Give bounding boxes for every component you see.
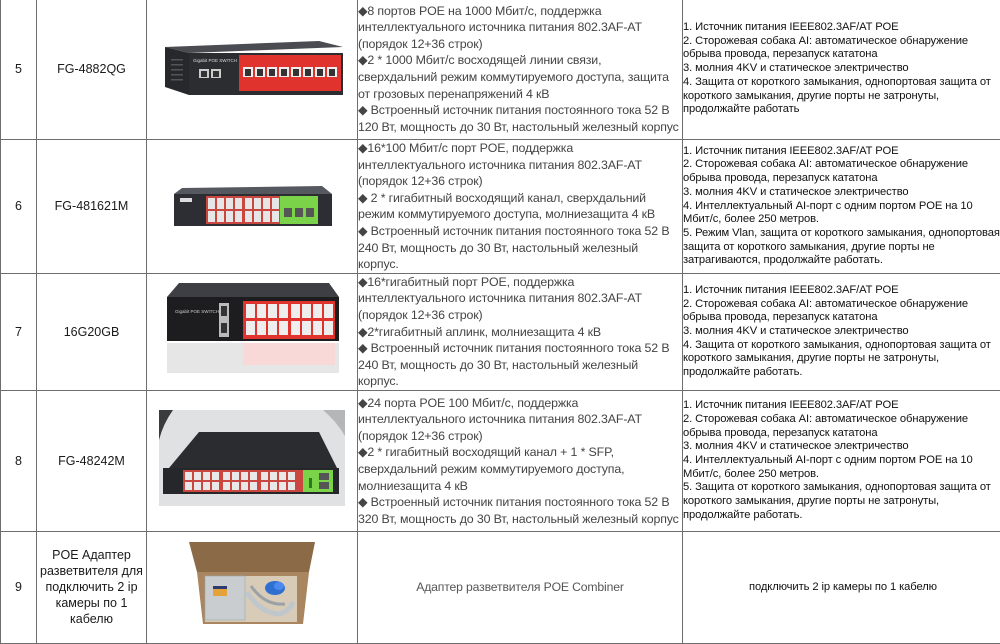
features-cell xyxy=(358,140,683,274)
protection-cell xyxy=(683,0,1000,140)
table-row xyxy=(1,390,1000,531)
table-row xyxy=(1,273,1000,390)
protection-line: 2. Сторожевая собака AI: автоматическое обнаружение обрыва провода, перезапуск кататона xyxy=(683,413,1000,440)
features-cell xyxy=(358,0,683,140)
protection-line: 4. Интеллектуальный AI-порт с одним портом POE на 10 Мбит/с, более 250 метров. xyxy=(683,454,1000,481)
protection-line: 4. Интеллектуальный AI-порт с одним портом POE на 10 Мбит/с, более 250 метров. xyxy=(683,200,1000,227)
protection-cell: подключить 2 ip камеры по 1 кабелю xyxy=(683,531,1000,643)
protection-line: 1. Источник питания IEEE802.3AF/AT POE xyxy=(683,21,1000,35)
model-name: FG-481621M xyxy=(37,140,147,274)
protection-line: 1. Источник питания IEEE802.3AF/AT POE xyxy=(683,284,1000,298)
model-name: FG-48242M xyxy=(37,390,147,531)
protection-cell xyxy=(683,390,1000,531)
table-row xyxy=(1,0,1000,140)
features-cell xyxy=(358,273,683,390)
feature-line: ◆ Встроенный источник питания постоянного тока 52 В 240 Вт, мощность до 30 Вт, настольный железный корпус. xyxy=(358,340,682,390)
protection-line: 1. Источник питания IEEE802.3AF/AT POE xyxy=(683,145,1000,159)
feature-line: ◆ Встроенный источник питания постоянного тока 52 В 120 Вт, мощность до 30 Вт, настольный железный корпус xyxy=(358,102,682,135)
poe-switch-16port-gigabit-icon xyxy=(165,281,339,377)
product-image-cell xyxy=(147,140,358,274)
model-name: FG-4882QG xyxy=(37,0,147,140)
protection-line: 3. молния 4KV и статическое электричество xyxy=(683,325,1000,339)
protection-line: 5. Режим Vlan, защита от короткого замыкания, однопортовая защита от короткого замыкания, другие порты не затрагиваются, продолжайте работать. xyxy=(683,227,1000,268)
protection-line: 1. Источник питания IEEE802.3AF/AT POE xyxy=(683,399,1000,413)
protection-line: 5. Защита от короткого замыкания, однопортовая защита от короткого замыкания, другие порты не затронуты, продолжайте работать. xyxy=(683,481,1000,522)
feature-line: ◆2 * 1000 Мбит/с восходящей линии связи, сверхдальний режим коммутируемого доступа, защита от грозовых перенапряжений 4 кВ xyxy=(358,52,682,102)
model-name: 16G20GB xyxy=(37,273,147,390)
table-row xyxy=(1,140,1000,274)
product-image-cell xyxy=(147,0,358,140)
feature-line: ◆8 портов POE на 1000 Мбит/с, поддержка интеллектуального источника питания 802.3AF-AT (порядок 12+36 строк) xyxy=(358,3,682,53)
poe-switch-16port-green-uplink-icon xyxy=(172,180,332,228)
feature-line: ◆16*100 Мбит/с порт POE, поддержка интеллектуального источника питания 802.3AF-AT (порядок 12+36 строк) xyxy=(358,140,682,190)
feature-line: ◆ 2 * гигабитный восходящий канал, сверхдальний режим коммутируемого доступа, молниезащита 4 кВ xyxy=(358,190,682,223)
protection-line: 4. Защита от короткого замыкания, однопортовая защита от короткого замыкания, другие порты не затронуты, продолжайте работать xyxy=(683,76,1000,117)
row-number: 8 xyxy=(1,390,37,531)
protection-line: 2. Сторожевая собака AI: автоматическое обнаружение обрыва провода, перезапуск кататона xyxy=(683,158,1000,185)
svg-text:Gigabit POE SWITCH: Gigabit POE SWITCH xyxy=(193,58,237,63)
product-image-cell xyxy=(147,390,358,531)
feature-line: ◆ Встроенный источник питания постоянного тока 52 В 320 Вт, мощность до 30 Вт, настольный железный корпус xyxy=(358,494,682,527)
protection-line: 2. Сторожевая собака AI: автоматическое обнаружение обрыва провода, перезапуск кататона xyxy=(683,298,1000,325)
features-cell xyxy=(358,390,683,531)
feature-line: ◆16*гигабитный порт POE, поддержка интеллектуального источника питания 802.3AF-AT (порядок 12+36 строк) xyxy=(358,274,682,324)
feature-line: ◆2*гигабитный аплинк, молниезащита 4 кВ xyxy=(358,324,682,341)
row-number: 7 xyxy=(1,273,37,390)
protection-line: 3. молния 4KV и статическое электричество xyxy=(683,62,1000,76)
model-name: POE Адаптер разветвителя для подключить 2 ip камеры по 1 кабелю xyxy=(37,531,147,643)
poe-switch-24port-photo-icon xyxy=(159,410,345,506)
poe-combiner-box-icon xyxy=(189,542,315,628)
row-number: 6 xyxy=(1,140,37,274)
product-image-cell xyxy=(147,273,358,390)
feature-line: ◆2 * гигабитный восходящий канал + 1 * SFP, сверхдальний режим коммутируемого доступа, молниезащита 4 кВ xyxy=(358,444,682,494)
row-number: 5 xyxy=(1,0,37,140)
features-cell: Адаптер разветвителя POE Combiner xyxy=(358,531,683,643)
product-image-cell xyxy=(147,531,358,643)
table-row xyxy=(1,531,1000,643)
feature-line: ◆24 порта POE 100 Мбит/с, поддержка интеллектуального источника питания 802.3AF-AT (порядок 12+36 строк) xyxy=(358,395,682,445)
protection-line: 3. молния 4KV и статическое электричество xyxy=(683,440,1000,454)
poe-switch-8port-red-icon xyxy=(159,37,345,97)
protection-line: 4. Защита от короткого замыкания, однопортовая защита от короткого замыкания, другие порты не затронуты, продолжайте работать. xyxy=(683,339,1000,380)
protection-line: 3. молния 4KV и статическое электричество xyxy=(683,186,1000,200)
protection-cell xyxy=(683,140,1000,274)
protection-cell xyxy=(683,273,1000,390)
svg-text:Gigabit POE SWITCH: Gigabit POE SWITCH xyxy=(175,309,219,314)
feature-line: ◆ Встроенный источник питания постоянного тока 52 В 240 Вт, мощность до 30 Вт, настольный железный корпус. xyxy=(358,223,682,273)
protection-line: 2. Сторожевая собака AI: автоматическое обнаружение обрыва провода, перезапуск кататона xyxy=(683,35,1000,62)
row-number: 9 xyxy=(1,531,37,643)
